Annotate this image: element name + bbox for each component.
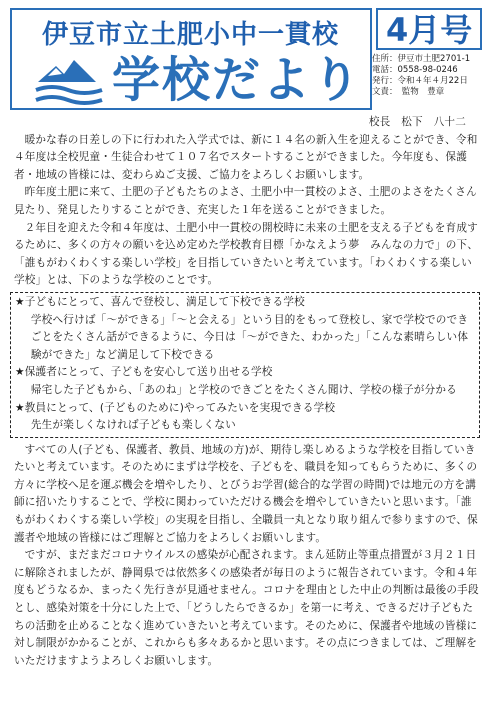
goal-teachers-title: ★教員にとって、(子どものために)やってみたいを実現できる学校 <box>15 401 336 414</box>
issue-month: 4月号 <box>386 11 473 49</box>
school-phone: 電話：0558-98-0246 <box>372 65 458 75</box>
paragraph-5: ですが、まだまだコロナウイルスの感染が心配されます。まん延防止等重点措置が３月２１日に解除されましたが、静岡県では依然多くの感染者が毎日のように報告されています。令和４年度もどうなるか、まったく先行きが見通せません。コロナを理由とした中止の判断は最後の手段とし、感染対策を十分にした上で、「どうしたらできるか」を第一に考え、できるだけ子どもたちの活動を止めることなく進めていきたいと考えています。そのために、保護者や地域の皆様に対し制限がかかることが、これからも多々あるかと思います。その点につきましては、ご理解をいただけますようよろしくお願いします。 <box>14 549 479 667</box>
school-name: 伊豆市立土肥小中一貫校 <box>42 20 340 50</box>
goal-children-title: ★子どもにとって、喜んで登校し、満足して下校できる学校 <box>15 295 305 308</box>
issue-info <box>372 8 482 110</box>
school-logo <box>34 54 106 108</box>
paragraph-4: すべての人(子ども、保護者、教員、地域の方)が、期待し楽しめるような学校を目指していきたいと考えています。そのためにまずは学校を、子どもを、職員を知ってもらうために、多くの方々に学校へ足を運ぶ機会を増やしたり、とびうお学習(総合的な学習の時間)では地元の方を講師に招いたりすることで、学校に関わっていただける機会を増やしていきたいと思います。「誰もがわくわくする楽しい学校」の実現を目指し、全職員一丸となり取り組んで参りますので、保護者や地域の皆様にはご理解とご協力をよろしくお願いします。 <box>14 443 478 544</box>
goal-parents-title: ★保護者にとって、子どもを安心して送り出せる学校 <box>15 366 273 379</box>
paragraph-1: 暖かな春の日差しの下に行われた入学式では、新に１４名の新入生を迎えることができ、令和４年度は全校児童・生徒合わせて１０７名でスタートすることができました。今年度も、保護者・地域の皆様には、変わらぬご支援、ご協力をよろしくお願いします。 <box>14 133 478 181</box>
goal-children-detail: 学校へ行けば「～ができる」「～と会える」という目的をもって登校し、家で学校でのできごとをたくさん話ができるように、今日は「～ができた、わかった」「こんな素晴らしい体験ができた」など満足して下校できる <box>30 313 469 361</box>
goal-parents-detail: 帰宅した子どもから、「あのね」と学校のできごとをたくさん聞け、学校の様子が分かる <box>30 383 457 396</box>
month-box <box>376 8 482 50</box>
goal-teachers-detail: 先生が楽しくなければ子どもも楽しくない <box>30 419 236 432</box>
school-address: 住所：伊豆市土肥2701-1 <box>372 54 471 64</box>
masthead <box>10 8 372 110</box>
newsletter-header <box>10 8 482 110</box>
paragraph-2: 昨年度土肥に来て、土肥の子どもたちのよさ、土肥小中一貫校のよさ、土肥のよさをたくさん見たり、発見したりすることができ、充実した１年を送ることができました。 <box>14 186 477 216</box>
paragraph-3: ２年目を迎えた令和４年度は、土肥小中一貫校の開校時に未来の土肥を支える子どもを育成するために、多くの方々の願いを込め定めた学校教育目標「かなえよう夢 みんなの力で」の下、「誰もがわくわくする楽しい学校」を目指していきたいと考えています。「わくわくする楽しい学校」とは、下のような学校のことです。 <box>14 221 479 287</box>
publication-info <box>372 54 488 98</box>
school-goals-box <box>10 292 480 438</box>
article-author: 校長 松下 八十二 <box>368 116 466 128</box>
article-body <box>14 114 480 670</box>
editor: 文責： 監物 豊章 <box>372 87 445 97</box>
newsletter-title: 学校だより <box>112 52 363 108</box>
issue-date: 発行：令和４年４月22日 <box>372 76 468 86</box>
